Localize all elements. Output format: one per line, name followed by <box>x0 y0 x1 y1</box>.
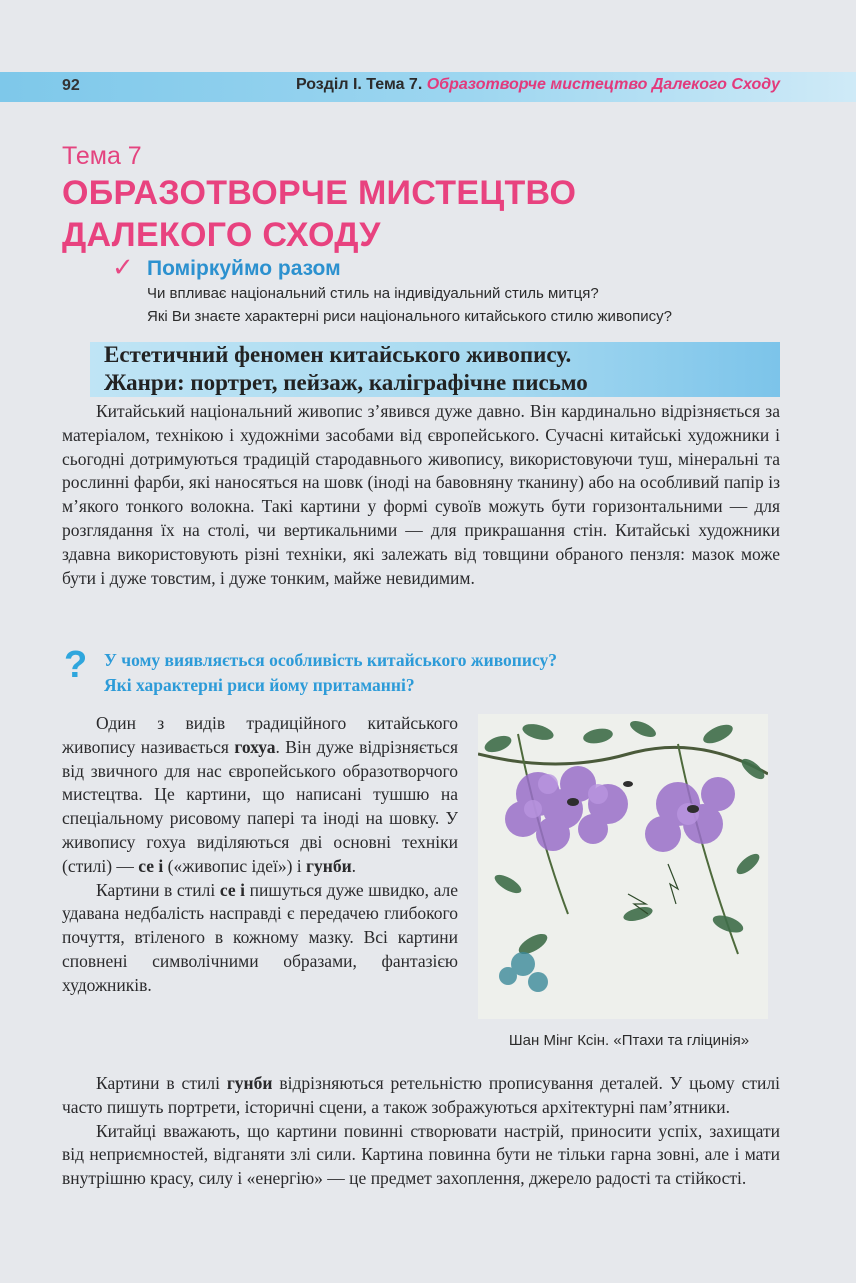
term-se-i-2: се і <box>219 879 246 900</box>
p4-text-b: відрізняються ретельністю прописування деталей. У цьому стилі часто пишуть портрети, історичні сцени, а також зображуються архітектурні пам’ятники. <box>62 1073 780 1117</box>
body-paragraph-4 <box>62 1072 780 1120</box>
checkmark-icon: ✓ <box>112 253 134 283</box>
think-question-1: Чи впливає національний стиль на індивідуальний стиль митця? <box>147 285 599 302</box>
topic-title-line1: ОБРАЗОТВОРЧЕ МИСТЕЦТВО <box>62 174 577 212</box>
term-gunby-2: гунби <box>226 1073 273 1093</box>
p2-text-a: Один з видів традиційного китайського живопису називається <box>62 713 458 757</box>
page-number: 92 <box>62 77 80 94</box>
running-head <box>296 76 780 94</box>
think-together-title: Поміркуймо разом <box>147 257 341 280</box>
left-column-text <box>62 712 458 998</box>
question-line-1: У чому виявляється особливість китайського живопису? <box>104 650 557 670</box>
wisteria-painting <box>478 714 768 1019</box>
topic-title <box>62 172 576 256</box>
p2-text-d: . <box>351 855 357 876</box>
body-paragraph-5: Китайці вважають, що картини повинні створювати настрій, приносити успіх, захищати від неприємностей, відганяти злі сили. Картина повинна бути не тільки гарна зовні, але і мати внутрішню красу, силу і «енергію» — це предмет захоплення, джерело радості та стійкості. <box>62 1120 780 1189</box>
term-gohua: гохуа <box>234 736 276 757</box>
section-heading <box>104 341 588 397</box>
question-line-2: Які характерні риси йому притаманні? <box>104 675 415 695</box>
section-heading-line1: Естетичний феномен китайського живопису. <box>104 342 572 367</box>
topic-title-line2: ДАЛЕКОГО СХОДУ <box>62 216 381 254</box>
figure-caption: Шан Мінг Ксін. «Птахи та гліцинія» <box>508 1032 750 1049</box>
question-mark-icon: ? <box>64 644 88 686</box>
body-paragraph-1-block <box>62 400 780 590</box>
running-head-topic: Образотворче мистецтво Далекого Сходу <box>426 76 780 93</box>
painting-illustration <box>478 714 768 1019</box>
think-question-2: Які Ви знаєте характерні риси національного китайського стилю живопису? <box>147 308 672 325</box>
question-block <box>104 648 557 698</box>
body-paragraph-1: Китайський національний живопис з’явився дуже давно. Він кардинально відрізняється за матеріалом, технікою і художніми засобами від європейського. Сучасні китайські художники і сьогодні дотримуються традицій стародавнього живопису, використовуючи туш, мінеральні та рослинні фарби, які наносяться на шовк (іноді на бавовняну тканину) або на особливий папір із м’якого тонкого волокна. Такі картини у формі сувоїв можуть бути горизонтальними — для розглядання їх на столі, чи вертикальними — для прикрашання стін. Китайські художники здавна використовують різні техніки, які залежать від товщини обраного пензля: мазок може бути і дуже товстим, і дуже тонким, майже невидимим. <box>62 401 780 588</box>
body-paragraph-2 <box>62 712 458 879</box>
p3-text-a: Картини в стилі <box>96 879 220 900</box>
p2-text-c: («живопис ідеї») і <box>163 855 307 876</box>
term-gunby: гунби <box>306 855 352 876</box>
term-se-i: се і <box>138 855 164 876</box>
section-heading-line2: Жанри: портрет, пейзаж, каліграфічне письмо <box>104 370 588 395</box>
body-paragraph-3 <box>62 879 458 998</box>
bottom-text <box>62 1072 780 1191</box>
p2-text-b: . Він дуже відрізняється від звичного для нас європейського образотворчого мистецтва. Це картини, що написані тушшю на спеціальному рисовому папері та іноді на шовку. У живопису гохуа виділяються дві основні техніки (стилі) — <box>62 736 458 876</box>
running-head-section: Розділ І. Тема 7. <box>295 76 423 93</box>
p3-text-b: пишуться дуже швидко, але удавана недбалість насправді є передачею глибокого почуття, втіленого в кожному мазку. Всі картини сповнені символічними образами, фантазією художників. <box>62 879 458 995</box>
topic-label: Тема 7 <box>62 142 142 170</box>
p4-text-a: Картини в стилі <box>96 1073 227 1093</box>
